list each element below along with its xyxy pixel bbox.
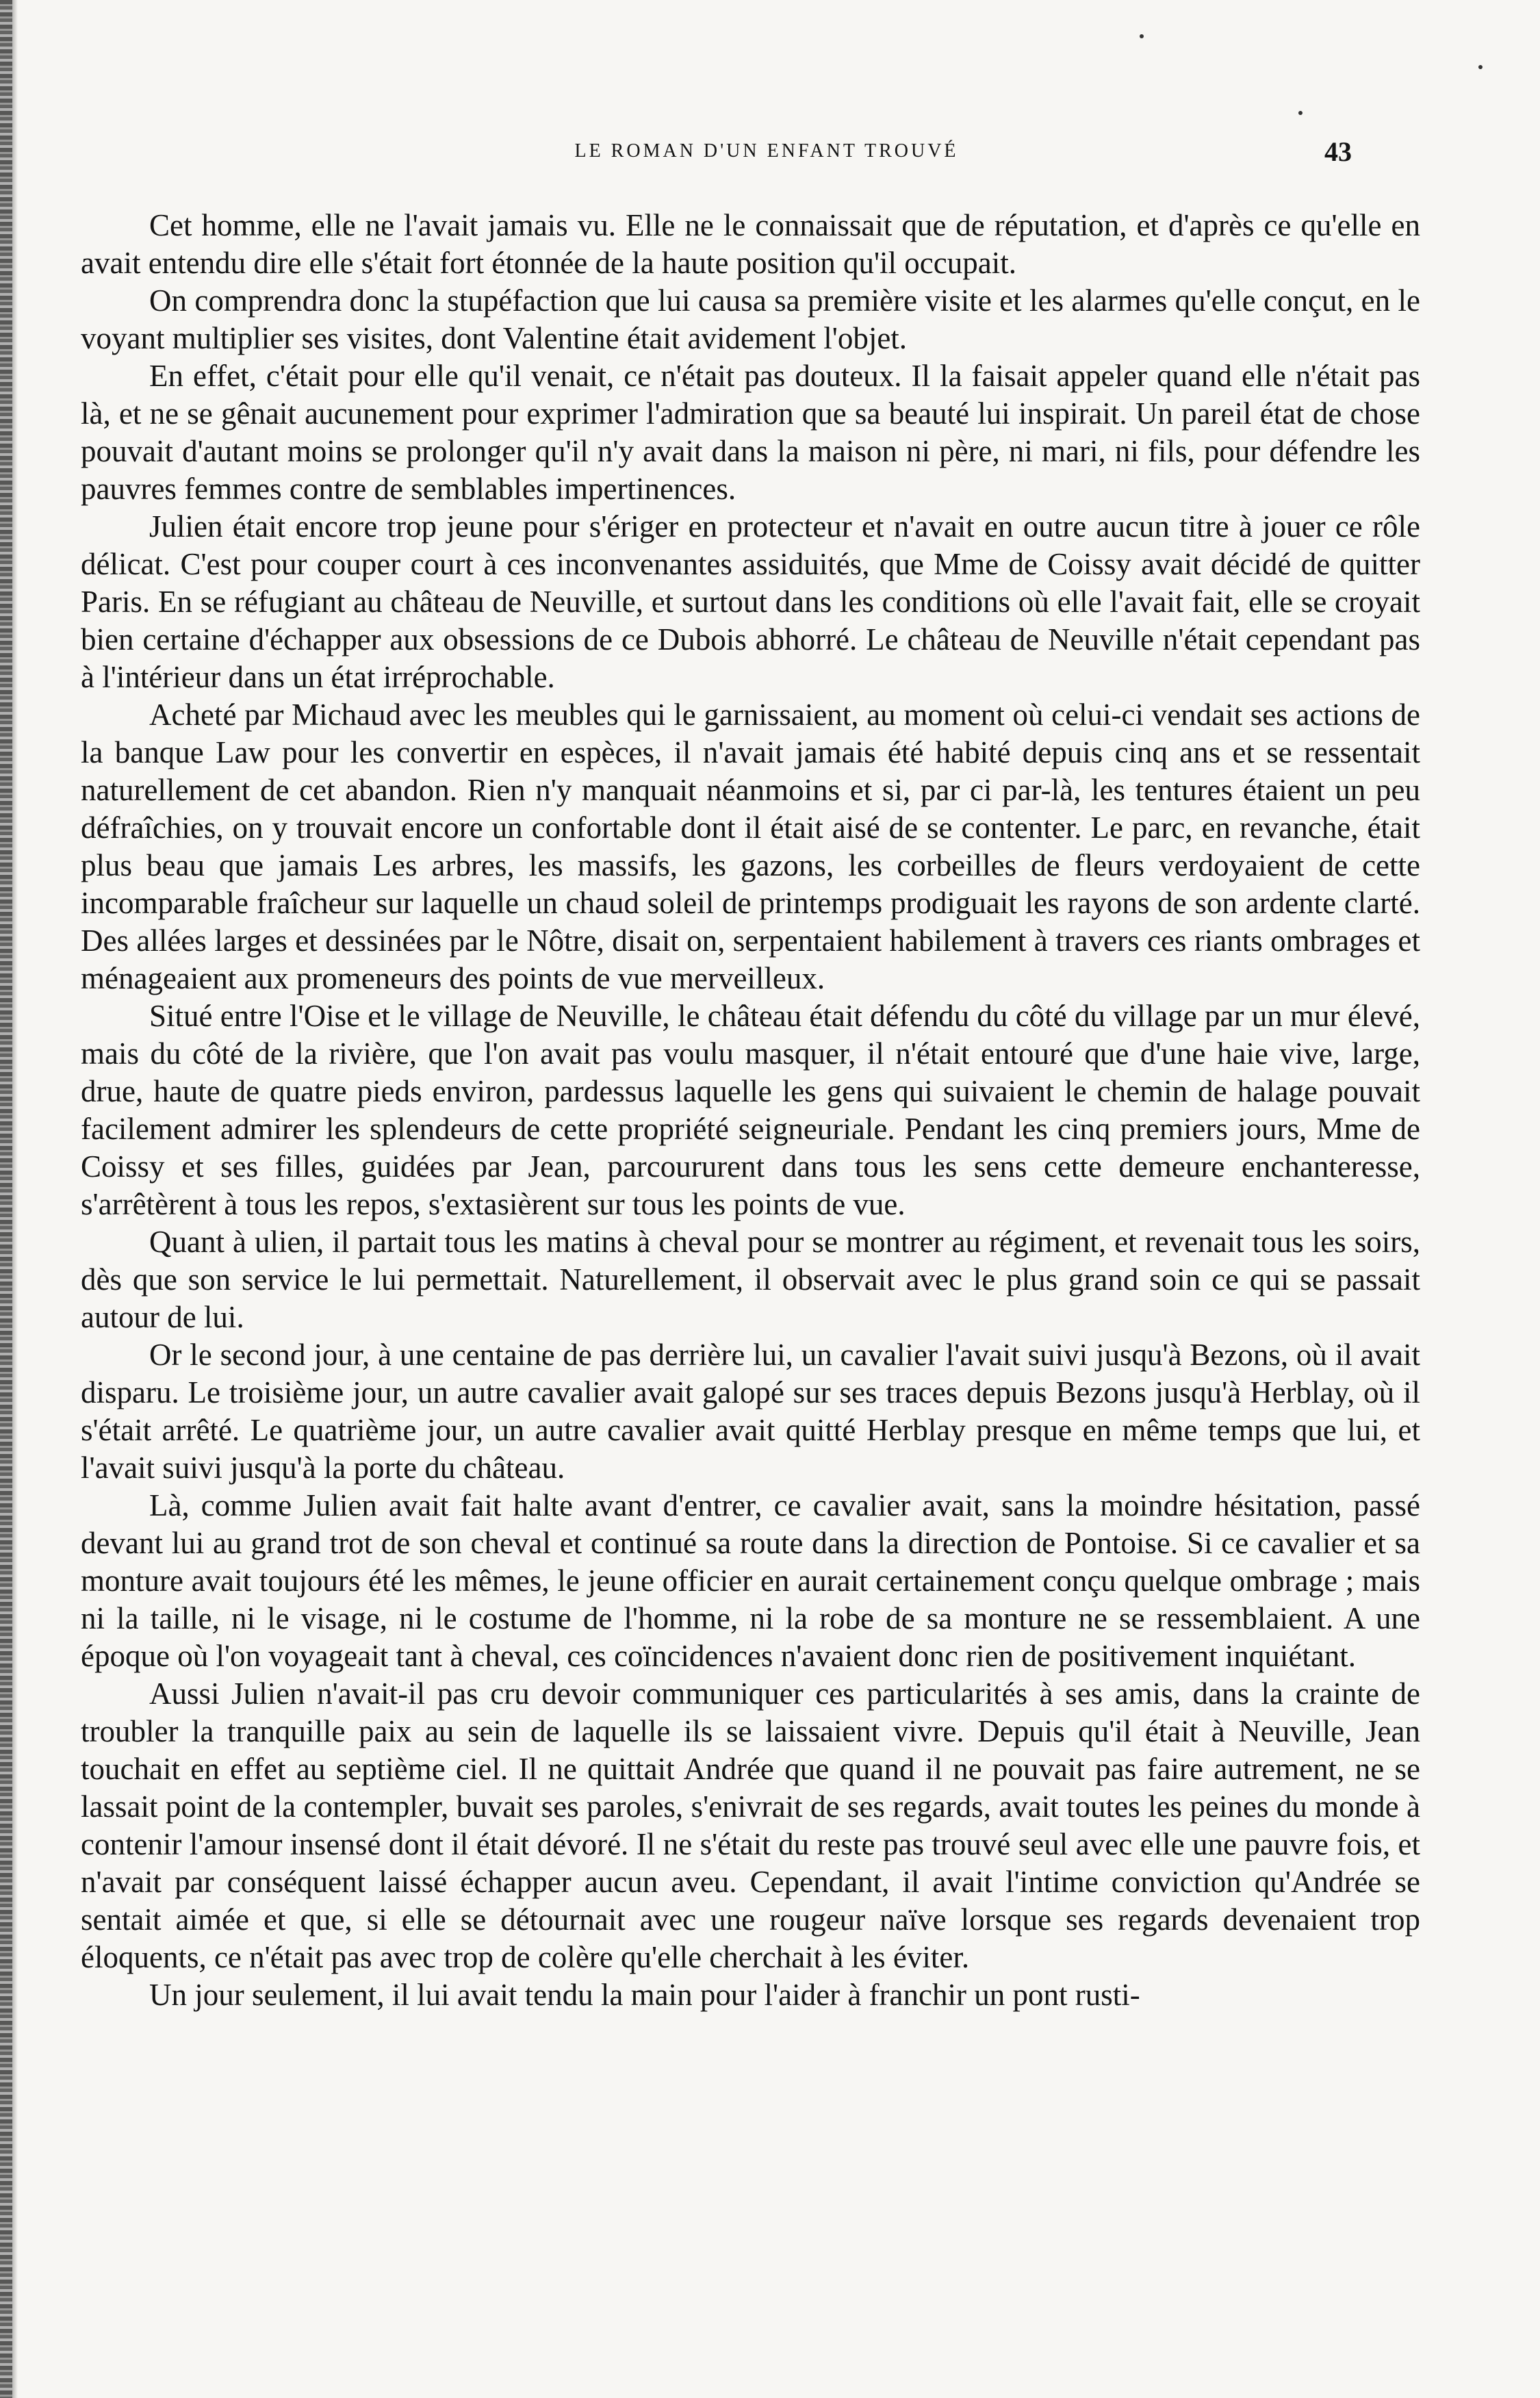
paragraph: Or le second jour, à une centaine de pas derrière lui, un cavalier l'avait suivi jusqu'à Bezons, où il avait disparu. Le troisième jour, un autre cavalier avait galopé sur ses traces depuis Bezons jusqu'à Herblay, où il s'était arrêté. Le quatrième jour, un autre cavalier avait quitté Herblay presque en même temps que lui, et l'avait suivi jusqu'à la porte du château. <box>81 1338 1420 1485</box>
paragraph: Acheté par Michaud avec les meubles qui le garnissaient, au moment où celui-ci vendait ses actions de la banque Law pour les convertir en espèces, il n'avait jamais été habité depuis cinq ans et se ressentait naturellement de cet abandon. Rien n'y manquait néanmoins et si, par ci par-là, les tentures étaient un peu défraîchies, on y trouvait encore un confortable dont il était aisé de se contenter. Le parc, en revanche, était plus beau que jamais Les arbres, les massifs, les gazons, les corbeilles de fleurs verdoyaient de cette incomparable fraîcheur sur laquelle un chaud soleil de printemps prodiguait les rayons de son ardente clarté. Des allées larges et dessinées par le Nôtre, disait on, serpentaient habilement à travers ces riants ombrages et ménageaient aux promeneurs des points de vue merveilleux. <box>81 698 1420 995</box>
paragraph: Là, comme Julien avait fait halte avant d'entrer, ce cavalier avait, sans la moindre hésitation, passé devant lui au grand trot de son cheval et continué sa route dans la direction de Pontoise. Si ce cavalier et sa monture avait toujours été les mêmes, le jeune officier en aurait certainement conçu quelque ombrage ; mais ni la taille, ni le visage, ni le costume de l'homme, ni la robe de sa monture ne se ressemblaient. A une époque où l'on voyageait tant à cheval, ces coïncidences n'avaient donc rien de positivement inquiétant. <box>81 1488 1420 1673</box>
paragraph: Aussi Julien n'avait-il pas cru devoir communiquer ces particularités à ses amis, dans la crainte de troubler la tranquille paix au sein de laquelle ils se laissaient vivre. Depuis qu'il était à Neuville, Jean touchait en effet au septième ciel. Il ne quittait Andrée que quand il ne pouvait pas faire autrement, ne se lassait point de la contempler, buvait ses paroles, s'enivrait de ses regards, avait toutes les peines du monde à contenir l'amour insensé dont il était dévoré. Il ne s'était du reste pas trouvé seul avec elle une pauvre fois, et n'avait par conséquent laissé échapper aucun aveu. Cependant, il avait l'intime conviction qu'Andrée se sentait aimée et que, si elle se détournait avec une rougeur naïve lorsque ses regards devenaient trop éloquents, ce n'était pas avec trop de colère qu'elle cherchait à les éviter. <box>81 1676 1420 1974</box>
paragraph: En effet, c'était pour elle qu'il venait, ce n'était pas douteux. Il la faisait appeler quand elle n'était pas là, et ne se gênait aucunement pour exprimer l'admiration que sa beauté lui inspirait. Un pareil état de chose pouvait d'autant moins se prolonger qu'il n'y avait dans la maison ni père, ni mari, ni fils, pour défendre les pauvres femmes contre de semblables impertinences. <box>81 359 1420 506</box>
paragraph: On comprendra donc la stupéfaction que lui causa sa première visite et les alarmes qu'elle conçut, en le voyant multiplier ses visites, dont Valentine était avidement l'objet. <box>81 283 1420 355</box>
running-title: LE ROMAN D'UN ENFANT TROUVÉ <box>574 140 959 162</box>
page-body <box>81 207 1420 2014</box>
paragraph: Situé entre l'Oise et le village de Neuville, le château était défendu du côté du village par un mur élevé, mais du côté de la rivière, que l'on avait pas voulu masquer, il n'était entouré que d'une haie vive, large, drue, haute de quatre pieds environ, pardessus laquelle les gens qui suivaient le chemin de halage pouvait facilement admirer les splendeurs de cette propriété seigneuriale. Pendant les cinq premiers jours, Mme de Coissy et ses filles, guidées par Jean, parcoururent dans tous les sens cette demeure enchanteresse, s'arrêtèrent à tous les repos, s'extasièrent sur tous les points de vue. <box>81 999 1420 1221</box>
book-binding-edge <box>0 0 12 2398</box>
ink-speck <box>1298 111 1302 115</box>
paragraph: Cet homme, elle ne l'avait jamais vu. Elle ne le connaissait que de réputation, et d'après ce qu'elle en avait entendu dire elle s'était fort étonnée de la haute position qu'il occupait. <box>81 208 1420 280</box>
page-number: 43 <box>1324 136 1352 167</box>
paragraph: Quant à ulien, il partait tous les matins à cheval pour se montrer au régiment, et revenait tous les soirs, dès que son service le lui permettait. Naturellement, il observait avec le plus grand soin ce qui se passait autour de lui. <box>81 1225 1420 1334</box>
paragraph: Un jour seulement, il lui avait tendu la main pour l'aider à franchir un pont rusti- <box>149 1978 1140 2012</box>
ink-speck <box>1478 65 1483 69</box>
ink-speck <box>1140 34 1144 38</box>
paragraph: Julien était encore trop jeune pour s'ériger en protecteur et n'avait en outre aucun titre à jouer ce rôle délicat. C'est pour couper court à ces inconvenantes assiduités, que Mme de Coissy avait décidé de quitter Paris. En se réfugiant au château de Neuville, et surtout dans les conditions où elle l'avait fait, elle se croyait bien certaine d'échapper aux obsessions de ce Dubois abhorré. Le château de Neuville n'était cependant pas à l'intérieur dans un état irréprochable. <box>81 509 1420 694</box>
binding-shadow <box>12 0 18 2398</box>
